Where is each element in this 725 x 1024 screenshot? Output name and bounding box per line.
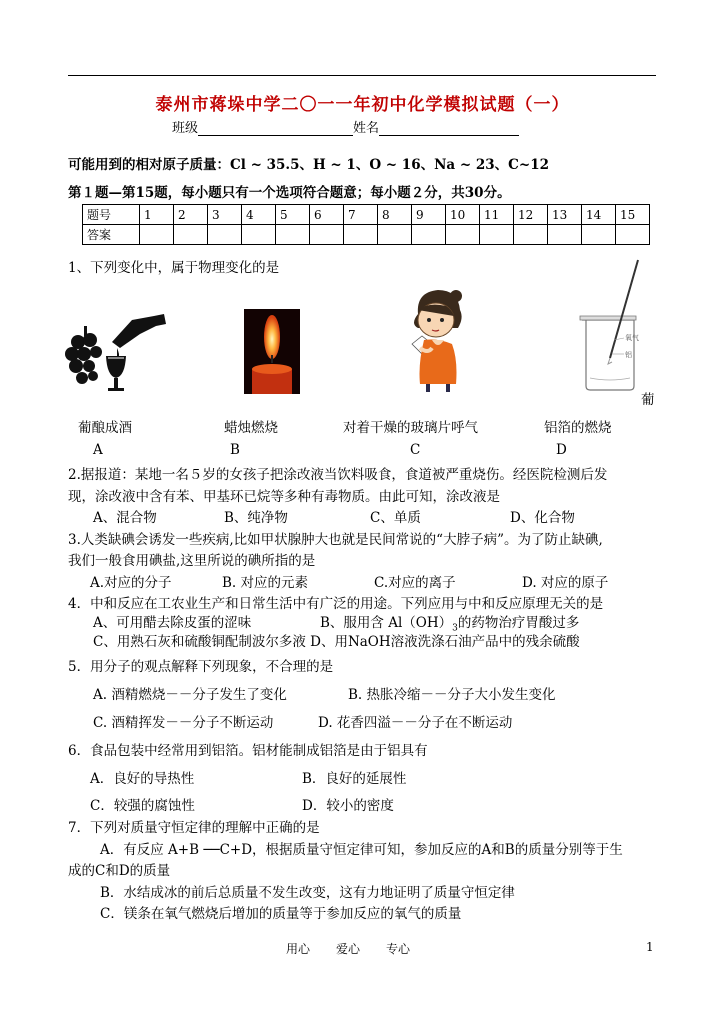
q4-stem: 4．中和反应在工农业生产和日常生活中有广泛的用途。下列应用与中和反应原理无关的是 bbox=[68, 596, 604, 612]
q3-option-a[interactable]: A.对应的分子 bbox=[90, 575, 172, 591]
q2-line2: 现，涂改液中含有苯、甲基环已烷等多种有毒物质。由此可知，涂改液是 bbox=[68, 489, 500, 505]
answer-cell[interactable] bbox=[242, 225, 276, 245]
answer-cell[interactable] bbox=[378, 225, 412, 245]
number-cell: 14 bbox=[582, 205, 616, 225]
number-cell: 4 bbox=[242, 205, 276, 225]
number-cell: 5 bbox=[276, 205, 310, 225]
answer-cell[interactable] bbox=[310, 225, 344, 245]
q2-option-b[interactable]: B、纯净物 bbox=[224, 510, 288, 526]
number-cell: 6 bbox=[310, 205, 344, 225]
girl-breathing-on-glass-picture bbox=[398, 284, 470, 392]
q5-option-d[interactable]: D. 花香四溢－－分子在不断运动 bbox=[318, 715, 513, 731]
q6-option-c[interactable]: C．较强的腐蚀性 bbox=[90, 798, 195, 814]
answer-cell[interactable] bbox=[174, 225, 208, 245]
number-cell: 8 bbox=[378, 205, 412, 225]
q7-option-a-line2: 成的C和D的质量 bbox=[68, 863, 171, 879]
name-label: 姓名 bbox=[353, 121, 380, 136]
q1-option-b[interactable]: B bbox=[230, 442, 240, 458]
q1-option-c[interactable]: C bbox=[410, 442, 421, 458]
footer-motto-3: 专心 bbox=[386, 942, 411, 956]
q3-option-b[interactable]: B. 对应的元素 bbox=[222, 575, 309, 591]
q2-line1: 2.据报道：某地一名５岁的女孩子把涂改液当饮料吸食，食道被严重烧伤。经医院检测后发 bbox=[68, 467, 608, 483]
q1-side-char: 葡 bbox=[641, 392, 655, 408]
q2-option-d[interactable]: D、化合物 bbox=[510, 510, 575, 526]
q7-option-b[interactable]: B．水结成冰的前后总质量不发生改变，这有力地证明了质量守恒定律 bbox=[100, 885, 515, 901]
q5-option-a[interactable]: A. 酒精燃烧－－分子发生了变化 bbox=[93, 687, 287, 703]
q5-option-b[interactable]: B. 热胀冷缩－－分子大小发生变化 bbox=[348, 687, 556, 703]
q6-option-b[interactable]: B．良好的延展性 bbox=[302, 771, 407, 787]
answer-cell[interactable] bbox=[582, 225, 616, 245]
class-label: 班级 bbox=[172, 121, 199, 136]
q1-caption-c: 对着干燥的玻璃片呼气 bbox=[343, 420, 478, 436]
answer-cell[interactable] bbox=[412, 225, 446, 245]
q1-option-d[interactable]: D bbox=[556, 442, 567, 458]
q4-option-b-text: B、服用含 Al（OH） bbox=[320, 615, 453, 631]
answer-cell[interactable] bbox=[140, 225, 174, 245]
q7-option-c[interactable]: C．镁条在氧气燃烧后增加的质量等于参加反应的氧气的质量 bbox=[100, 906, 462, 922]
q5-option-c[interactable]: C. 酒精挥发－－分子不断运动 bbox=[93, 715, 274, 731]
q1-stem: 1、下列变化中，属于物理变化的是 bbox=[68, 260, 280, 276]
answer-cell[interactable] bbox=[276, 225, 310, 245]
number-cell: 1 bbox=[140, 205, 174, 225]
number-cell: 2 bbox=[174, 205, 208, 225]
q1-caption-a: 葡酿成酒 bbox=[78, 420, 132, 436]
q3-line1: 3.人类缺碘会诱发一些疾病,比如甲状腺肿大也就是民间常说的“大脖子病”。为了防止缺碘, bbox=[68, 532, 603, 548]
q2-option-c[interactable]: C、单质 bbox=[370, 510, 421, 526]
page-title: 泰州市蒋垛中学二〇一一年初中化学模拟试题（一） bbox=[155, 95, 570, 115]
number-cell: 13 bbox=[548, 205, 582, 225]
aluminum-label: 铝 bbox=[625, 351, 632, 359]
number-cell: 9 bbox=[412, 205, 446, 225]
q1-option-a[interactable]: A bbox=[93, 442, 103, 458]
answer-cell[interactable] bbox=[480, 225, 514, 245]
number-header: 题号 bbox=[83, 205, 140, 225]
q3-line2: 我们一般食用碘盐,这里所说的碘所指的是 bbox=[68, 553, 316, 569]
section-instructions: 第１题—第15题，每小题只有一个选项符合题意；每小题２分，共30分。 bbox=[68, 185, 511, 201]
answer-cell[interactable] bbox=[446, 225, 480, 245]
q3-option-c[interactable]: C.对应的离子 bbox=[374, 575, 456, 591]
footer-motto-1: 用心 bbox=[286, 942, 311, 956]
q4-option-b-tail: 的药物治疗胃酸过多 bbox=[457, 615, 580, 631]
number-cell: 11 bbox=[480, 205, 514, 225]
answer-table-answer-row bbox=[83, 225, 650, 245]
number-cell: 12 bbox=[514, 205, 548, 225]
number-cell: 7 bbox=[344, 205, 378, 225]
name-blank[interactable] bbox=[379, 121, 519, 136]
q4-options-cd[interactable]: C、用熟石灰和硫酸铜配制波尔多液 D、用NaOH溶液洗涤石油产品中的残余硫酸 bbox=[93, 634, 580, 650]
answer-cell[interactable] bbox=[514, 225, 548, 245]
answer-cell[interactable] bbox=[344, 225, 378, 245]
q7-option-a-line1[interactable]: A．有反应 A+B ──C+D，根据质量守恒定律可知，参加反应的A和B的质量分别等于生 bbox=[100, 842, 623, 858]
answer-table bbox=[82, 204, 650, 245]
q3-option-d[interactable]: D. 对应的原子 bbox=[522, 575, 609, 591]
class-name-line bbox=[172, 117, 519, 136]
aluminum-foil-burning-diagram bbox=[572, 258, 646, 394]
q1-caption-d: 铝箔的燃烧 bbox=[544, 420, 612, 436]
grape-wine-picture bbox=[62, 312, 168, 394]
number-cell: 15 bbox=[616, 205, 650, 225]
answer-table-number-row bbox=[83, 205, 650, 225]
answer-header: 答案 bbox=[83, 225, 140, 245]
number-cell: 10 bbox=[446, 205, 480, 225]
footer-motto-2: 爱心 bbox=[336, 942, 361, 956]
class-blank[interactable] bbox=[198, 121, 353, 136]
header-rule bbox=[68, 75, 656, 76]
q1-caption-b: 蜡烛燃烧 bbox=[224, 420, 278, 436]
q7-stem: 7．下列对质量守恒定律的理解中正确的是 bbox=[68, 820, 320, 836]
candle-burning-picture bbox=[244, 309, 300, 394]
oxygen-label: 氧气 bbox=[625, 334, 639, 342]
q5-stem: 5．用分子的观点解释下列现象，不合理的是 bbox=[68, 659, 334, 675]
q4-option-a[interactable]: A、可用醋去除皮蛋的涩味 bbox=[93, 615, 252, 631]
number-cell: 3 bbox=[208, 205, 242, 225]
q6-option-a[interactable]: A．良好的导热性 bbox=[90, 771, 195, 787]
atomic-mass-line: 可能用到的相对原子质量：Cl ~ 35.5、H ~ 1、O ~ 16、Na ~ 23、C~12 bbox=[68, 157, 550, 173]
answer-cell[interactable] bbox=[208, 225, 242, 245]
q6-option-d[interactable]: D．较小的密度 bbox=[302, 798, 394, 814]
answer-cell[interactable] bbox=[616, 225, 650, 245]
q2-option-a[interactable]: A、混合物 bbox=[93, 510, 157, 526]
q6-stem: 6．食品包装中经常用到铝箔。铝材能制成铝箔是由于铝具有 bbox=[68, 743, 428, 759]
q4-subscript: 3 bbox=[452, 623, 458, 634]
answer-cell[interactable] bbox=[548, 225, 582, 245]
page-number: 1 bbox=[646, 940, 654, 954]
